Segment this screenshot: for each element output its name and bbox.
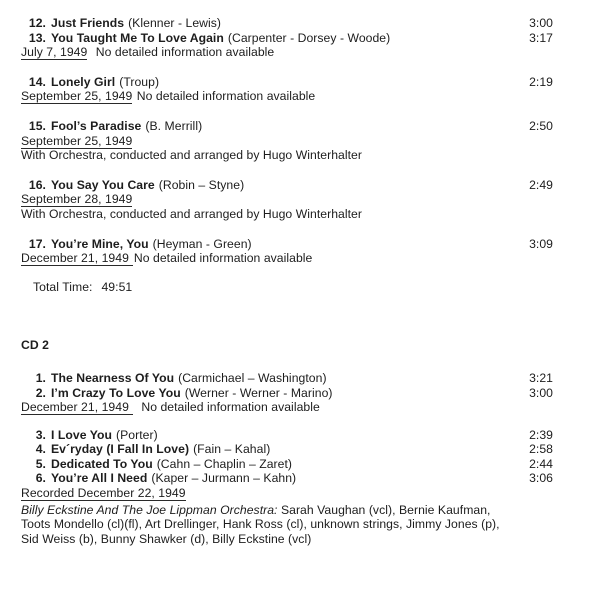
- track-title: Just Friends: [51, 16, 125, 30]
- track-title: The Nearness Of You: [51, 370, 175, 385]
- track-time: 3:21: [529, 370, 553, 385]
- track-row: [21, 237, 553, 252]
- track-credits: (B. Merrill): [145, 118, 203, 133]
- track-title: I Love You: [51, 427, 112, 442]
- session-group: [21, 178, 553, 222]
- personnel-orchestra-name: Billy Eckstine And The Joe Lippman Orchestra:: [21, 502, 278, 517]
- total-time-value: 49:51: [101, 279, 133, 294]
- session-group: [21, 75, 553, 104]
- track-time: 2:58: [529, 442, 553, 457]
- session-note: No detailed information available: [133, 251, 313, 266]
- track-time: 3:06: [529, 471, 553, 486]
- total-time-label: Total Time:: [33, 279, 93, 294]
- track-row: [21, 428, 553, 443]
- session-date: December 21, 1949: [21, 400, 133, 415]
- session-group: [21, 371, 553, 415]
- session-date: December 21, 1949: [21, 251, 133, 266]
- session-info-line: [21, 134, 553, 149]
- recorded-line: [21, 486, 553, 501]
- track-row: [21, 16, 553, 31]
- track-row: [21, 386, 553, 401]
- session-info-line: [21, 251, 553, 266]
- total-time-line: [21, 280, 553, 295]
- session-group: [21, 16, 553, 60]
- track-title: You Taught Me To Love Again: [51, 30, 224, 45]
- personnel-line: [21, 503, 553, 518]
- track-time: 2:39: [529, 427, 553, 442]
- track-row: [21, 178, 553, 193]
- track-row: [21, 119, 553, 134]
- track-time: 3:00: [529, 385, 553, 400]
- track-credits: (Cahn – Chaplin – Zaret): [156, 456, 293, 471]
- track-number: 5.: [35, 456, 46, 471]
- track-credits: (Werner - Werner - Marino): [184, 385, 333, 400]
- personnel-line: [21, 517, 553, 532]
- session-date: September 25, 1949: [21, 133, 133, 148]
- track-row: [21, 442, 553, 457]
- track-row: [21, 75, 553, 90]
- track-credits: (Carmichael – Washington): [178, 370, 327, 385]
- session-note: No detailed information available: [95, 45, 275, 60]
- recorded-date: Recorded December 22, 1949: [21, 486, 186, 501]
- track-number: 16.: [28, 177, 46, 192]
- track-credits: (Heyman - Green): [152, 236, 252, 251]
- track-number: 17.: [28, 236, 46, 251]
- track-row: [21, 371, 553, 386]
- track-title: Ev´ryday (I Fall In Love): [51, 442, 190, 457]
- cd2-heading: CD 2: [21, 338, 49, 353]
- track-row: [21, 471, 553, 486]
- session-info-line: [21, 89, 553, 104]
- track-number: 2.: [35, 385, 46, 400]
- session-info-line: [21, 192, 553, 207]
- personnel-text: Toots Mondello (cl)(fl), Art Drellinger, Hank Ross (cl), unknown strings, Jimmy Jones (p),: [21, 517, 500, 532]
- track-time: 3:00: [529, 16, 553, 30]
- track-credits: (Klenner - Lewis): [128, 16, 222, 30]
- track-time: 3:17: [529, 30, 553, 45]
- session-date: July 7, 1949: [21, 45, 88, 60]
- track-number: 1.: [35, 370, 46, 385]
- session-info-line: [21, 400, 553, 415]
- track-number: 13.: [28, 30, 46, 45]
- track-time: 2:19: [529, 74, 553, 89]
- session-note: No detailed information available: [141, 400, 320, 415]
- track-title: Fool’s Paradise: [51, 118, 142, 133]
- track-time: 2:44: [529, 456, 553, 471]
- cd1-tracklist: [21, 16, 553, 294]
- cd2-tracklist: [21, 371, 553, 547]
- track-credits: (Kaper – Jurmann – Kahn): [151, 471, 297, 486]
- track-title: You’re All I Need: [51, 471, 148, 486]
- track-credits: (Fain – Kahal): [193, 442, 271, 457]
- session-group: [21, 237, 553, 266]
- session-info-line: [21, 45, 553, 60]
- track-credits: (Carpenter - Dorsey - Woode): [227, 30, 391, 45]
- track-number: 4.: [35, 442, 46, 457]
- track-row: [21, 31, 553, 46]
- track-title: Dedicated To You: [51, 456, 153, 471]
- session-date: September 28, 1949: [21, 192, 133, 207]
- track-title: I’m Crazy To Love You: [51, 385, 181, 400]
- personnel-text: Sarah Vaughan (vcl), Bernie Kaufman,: [280, 502, 491, 517]
- track-credits: (Robin – Styne): [158, 177, 245, 192]
- track-number: 12.: [28, 16, 46, 30]
- session-date: September 25, 1949: [21, 89, 133, 104]
- orchestra-note: With Orchestra, conducted and arranged by Hugo Winterhalter: [21, 148, 362, 163]
- track-credits: (Porter): [116, 427, 158, 442]
- track-number: 14.: [28, 74, 46, 89]
- personnel-paragraph: [21, 503, 553, 547]
- track-time: 2:49: [529, 177, 553, 192]
- track-time: 2:50: [529, 118, 553, 133]
- track-number: 15.: [28, 118, 46, 133]
- track-credits: (Troup): [119, 74, 160, 89]
- personnel-text: Sid Weiss (b), Bunny Shawker (d), Billy Eckstine (vcl): [21, 531, 312, 546]
- track-title: You’re Mine, You: [51, 236, 149, 251]
- orchestra-note: With Orchestra, conducted and arranged by Hugo Winterhalter: [21, 206, 362, 221]
- track-row: [21, 457, 553, 472]
- session-group: [21, 428, 553, 547]
- session-group: [21, 119, 553, 163]
- track-title: You Say You Care: [51, 177, 155, 192]
- session-note: No detailed information available: [136, 89, 316, 104]
- track-number: 3.: [35, 427, 46, 442]
- track-time: 3:09: [529, 236, 553, 251]
- personnel-line: [21, 532, 553, 547]
- track-title: Lonely Girl: [51, 74, 116, 89]
- track-number: 6.: [35, 471, 46, 486]
